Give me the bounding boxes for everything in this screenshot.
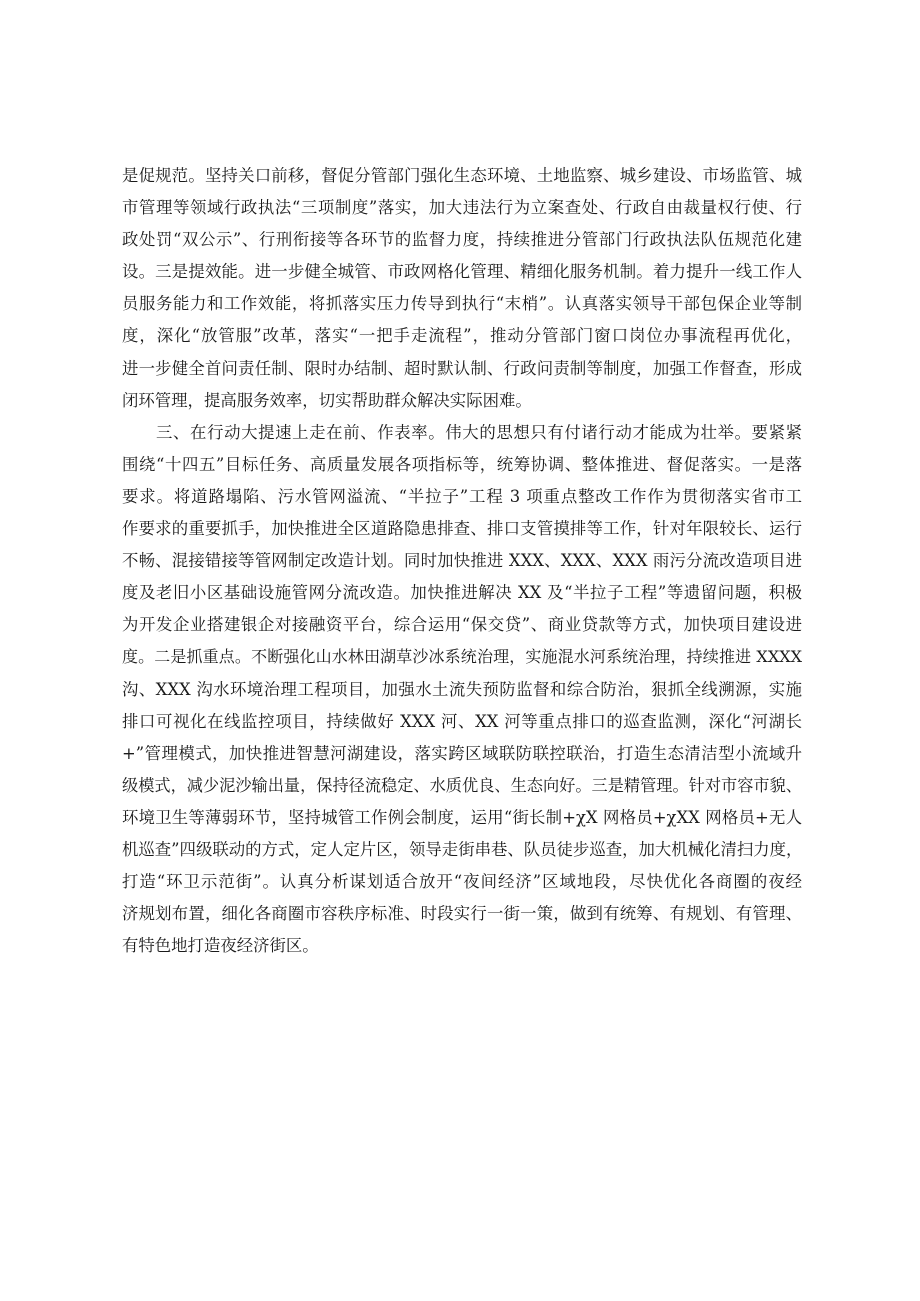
text-line: 度，深化“放管服”改革，落实“一把手走流程”，推动分管部门窗口岗位办事流程再优化， [122,326,802,346]
text-line: 度。二是抓重点。不断强化山水林田湖草沙冰系统治理，实施混水河系统治理，持续推进 XXXX [122,647,802,667]
text-line: 济规划布置，细化各商圈市容秩序标准、时段实行一街一策，做到有统筹、有规划、有管理、 [122,904,802,924]
text-line: 排口可视化在线监控项目，持续做好 XXX 河、XX 河等重点排口的巡查监测，深化“河湖长 [122,711,802,731]
text-line: 是促规范。坚持关口前移，督促分管部门强化生态环境、土地监察、城乡建设、市场监管、城 [122,166,802,185]
text-line: 环境卫生等薄弱环节，坚持城管工作例会制度，运用“街长制+χX 网格员+χXX 网格员+无人 [122,807,802,827]
text-line: 有特色地打造夜经济街区。 [122,936,319,956]
text-line: 级模式，减少泥沙输出量，保持径流稳定、水质优良、生态向好。三是精管理。针对市容市貌、 [122,775,802,795]
text-line: 度及老旧小区基础设施管网分流改造。加快推进解决 XX 及“半拉子工程”等遗留问题，积极 [122,583,802,603]
text-line: 机巡查”四级联动的方式，定人定片区，领导走街串巷、队员徒步巡查，加大机械化清扫力度， [122,839,803,859]
document-page [122,160,802,962]
text-line: 员服务能力和工作效能，将抓落实压力传导到执行“末梢”。认真落实领导干部包保企业等制 [122,294,802,314]
text-line: 三、在行动大提速上走在前、作表率。伟大的思想只有付诸行动才能成为壮举。要紧紧 [122,422,802,442]
text-line: 市管理等领域行政执法“三项制度”落实，加大违法行为立案查处、行政自由裁量权行使、行 [122,198,802,218]
paragraph-2 [122,417,802,963]
text-line: 闭环管理，提高服务效率，切实帮助群众解决实际困难。 [122,390,532,410]
paragraph-1 [122,160,802,417]
text-line: 不畅、混接错接等管网制定改造计划。同时加快推进 XXX、XXX、XXX 雨污分流改造项目进 [122,551,802,571]
text-line: 政处罚“双公示”、行刑衔接等各环节的监督力度，持续推进分管部门行政执法队伍规范化建 [122,230,802,250]
text-line: 打造“环卫示范街”。认真分析谋划适合放开“夜间经济”区域地段，尽快优化各商圈的夜经 [122,872,802,892]
text-line: 围绕“十四五”目标任务、高质量发展各项指标等，统筹协调、整体推进、督促落实。一是落 [122,454,802,474]
text-line: 设。三是提效能。进一步健全城管、市政网格化管理、精细化服务机制。着力提升一线工作人 [122,262,802,282]
text-line: +”管理模式，加快推进智慧河湖建设，落实跨区域联防联控联治，打造生态清洁型小流域升 [122,743,802,763]
text-line: 作要求的重要抓手，加快推进全区道路隐患排查、排口支管摸排等工作，针对年限较长、运行 [122,519,802,539]
text-line: 沟、XXX 沟水环境治理工程项目，加强水土流失预防监督和综合防治，狠抓全线溯源，实施 [122,679,802,699]
text-line: 进一步健全首问责任制、限时办结制、超时默认制、行政问责制等制度，加强工作督查，形成 [122,358,802,378]
text-line: 为开发企业搭建银企对接融资平台，综合运用“保交贷”、商业贷款等方式，加快项目建设进 [122,615,802,635]
text-line: 要求。将道路塌陷、污水管网溢流、“半拉子”工程 3 项重点整改工作作为贯彻落实省市工 [122,486,802,506]
